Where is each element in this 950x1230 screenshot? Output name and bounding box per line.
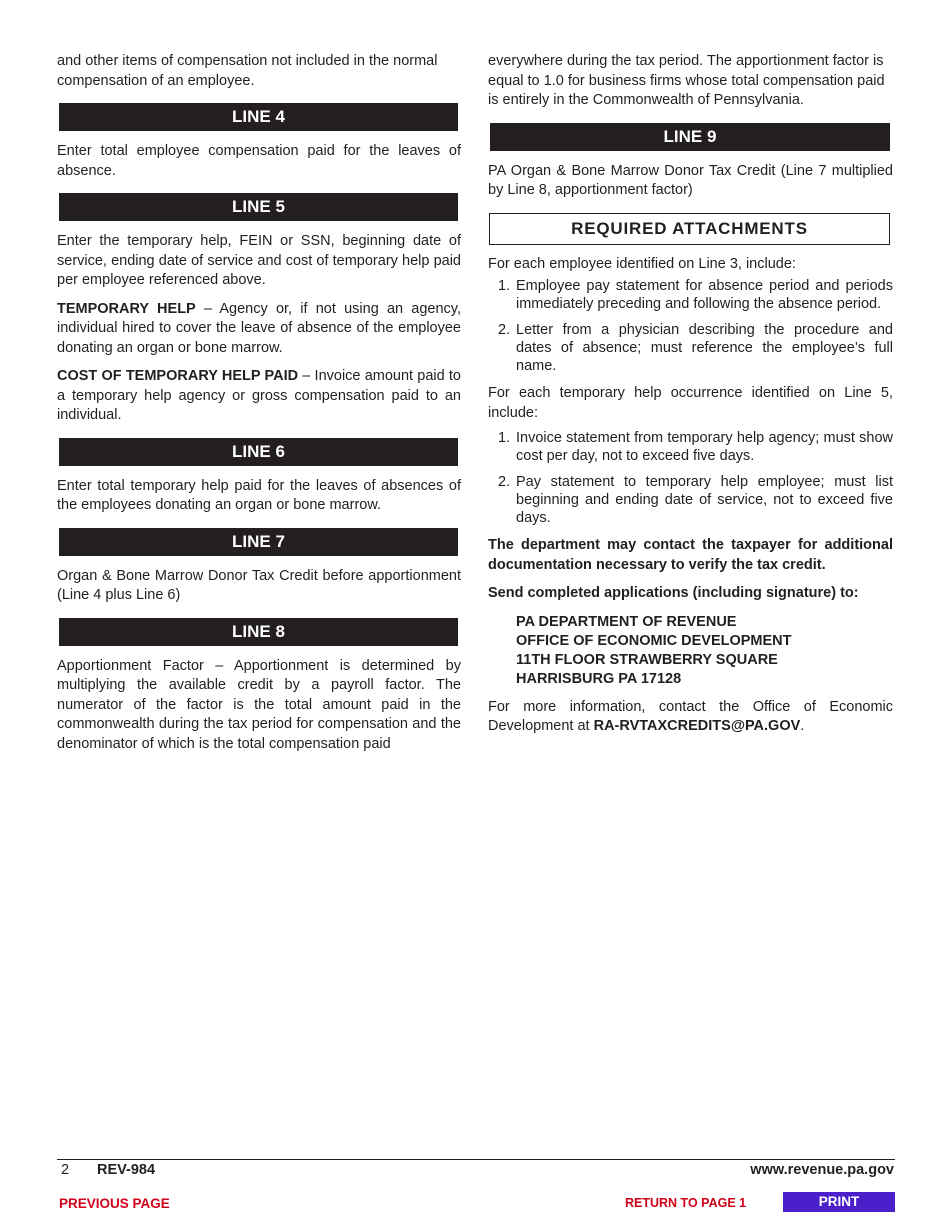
line9-text: PA Organ & Bone Marrow Donor Tax Credit (Line 7 multiplied by Line 8, apportionment factor) bbox=[488, 162, 893, 198]
employee-attachments-list bbox=[488, 277, 893, 375]
line4-text: Enter total employee compensation paid for the leaves of absence. bbox=[57, 143, 461, 179]
previous-page-link[interactable]: PREVIOUS PAGE bbox=[59, 1196, 170, 1211]
list-item: 1. Invoice statement from temporary help agency; must show cost per day, not to exceed five days. bbox=[498, 430, 893, 464]
address-line: 11TH FLOOR STRAWBERRY SQUARE bbox=[516, 651, 778, 668]
cost-term: COST OF TEMPORARY HELP PAID bbox=[57, 368, 299, 384]
line8-text: Apportionment Factor – Apportionment is determined by multiplying the available credit by a payroll factor. The numerator of the factor is the total amount paid in the commonwealth during the tax period for compensation and the denominator of which is the total compensation paid bbox=[57, 657, 461, 752]
line7-heading: LINE 7 bbox=[59, 528, 458, 556]
address-line: HARRISBURG PA 17128 bbox=[516, 670, 682, 687]
footer-divider bbox=[57, 1159, 895, 1160]
left-column bbox=[57, 52, 461, 763]
form-id: REV-984 bbox=[97, 1162, 156, 1178]
contact-note: The department may contact the taxpayer for additional documentation necessary to verify the tax credit. bbox=[488, 537, 893, 573]
required-attachments-heading: REQUIRED ATTACHMENTS bbox=[489, 213, 890, 245]
line4-heading: LINE 4 bbox=[59, 103, 458, 131]
cost-definition bbox=[57, 367, 461, 426]
line5-text: Enter the temporary help, FEIN or SSN, beginning date of service, ending date of service and cost of temporary help paid per employee referenced above. bbox=[57, 233, 461, 288]
intro-text: and other items of compensation not included in the normal compensation of an employee. bbox=[57, 53, 438, 89]
address-line: PA DEPARTMENT OF REVENUE bbox=[516, 613, 737, 630]
line6-text: Enter total temporary help paid for the leaves of absences of the employees donating an organ or bone marrow. bbox=[57, 477, 461, 513]
line8-heading: LINE 8 bbox=[59, 618, 458, 646]
right-column bbox=[488, 52, 893, 746]
list-item: 2. Letter from a physician describing the procedure and dates of absence; must reference the employee’s full name. bbox=[498, 322, 893, 374]
line7-text: Organ & Bone Marrow Donor Tax Credit before apportionment (Line 4 plus Line 6) bbox=[57, 567, 461, 603]
website-link[interactable]: www.revenue.pa.gov bbox=[750, 1162, 894, 1178]
temp-help-attachments-list bbox=[488, 429, 893, 527]
cost-def: – Invoice amount paid to a temporary help agency or gross compensation paid to an individual. bbox=[57, 368, 461, 423]
temp-help-intro: For each temporary help occurrence identified on Line 5, include: bbox=[488, 385, 893, 421]
page-number: 2 bbox=[61, 1162, 70, 1178]
line9-heading: LINE 9 bbox=[490, 123, 890, 151]
return-to-page-1-link[interactable]: RETURN TO PAGE 1 bbox=[625, 1196, 747, 1210]
line6-heading: LINE 6 bbox=[59, 438, 458, 466]
line5-heading: LINE 5 bbox=[59, 193, 458, 221]
send-to-label: Send completed applications (including signature) to: bbox=[488, 585, 859, 601]
contact-email[interactable]: RA-RVTAXCREDITS@PA.GOV bbox=[593, 718, 801, 734]
list-item: 2. Pay statement to temporary help employee; must list beginning and ending date of service, not to exceed five days. bbox=[498, 474, 893, 526]
print-button[interactable]: PRINT bbox=[783, 1192, 895, 1212]
employee-intro: For each employee identified on Line 3, include: bbox=[488, 255, 796, 272]
temporary-help-term: TEMPORARY HELP bbox=[57, 300, 196, 317]
address-line: OFFICE OF ECONOMIC DEVELOPMENT bbox=[516, 632, 792, 649]
list-item: 1. Employee pay statement for absence period and periods immediately preceding and following the absence period. bbox=[498, 278, 893, 312]
temporary-help-def: – Agency or, if not using an agency, individual hired to cover the leave of absence of the employee donating an organ or bone marrow. bbox=[57, 300, 461, 356]
line8-continued-text: everywhere during the tax period. The apportionment factor is equal to 1.0 for business firms whose total compensation paid is entirely in the Commonwealth of Pennsylvania. bbox=[488, 53, 885, 108]
temporary-help-definition bbox=[57, 300, 461, 359]
mailing-address bbox=[516, 613, 893, 689]
more-info-text: For more information, contact the Office of Economic Development at RA-RVTAXCREDITS@PA.GOV. bbox=[488, 698, 893, 734]
